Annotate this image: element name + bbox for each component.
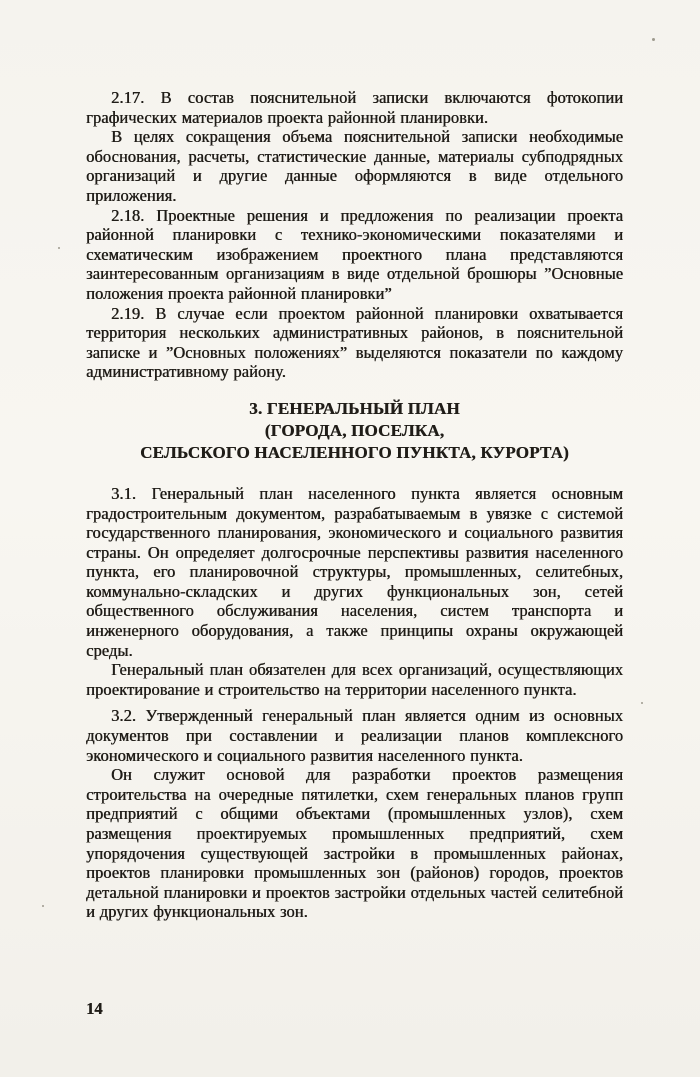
scan-speck [58,247,60,249]
heading-line-1: 3. ГЕНЕРАЛЬНЫЙ ПЛАН [249,398,460,418]
page-number: 14 [86,999,103,1018]
heading-line-3: СЕЛЬСКОГО НАСЕЛЕННОГО ПУНКТА, КУРОРТА) [140,442,569,462]
paragraph-3-1: 3.1. Генеральный план населенного пункта является основным градостроительным документом, разрабатываемым в увязке с системой государственного планирования, экономического и социального развития страны. Он определяет долгосрочные перспективы развития населенного пункта, его планировочной структуры, промышленных, селитебных, коммунально-складских и других функциональных зон, сетей общественного обслуживания населения, систем транспорта и инженерного оборудования, а также принципы охраны окружающей среды. [86,483,623,660]
scan-speck [652,38,655,41]
text-block [86,88,623,922]
paragraph-2-18: 2.18. Проектные решения и предложения по реализации проекта районной планировки с технико-экономическими показателями и схематическим изображением проектного плана представляются заинтересованным организациям в виде отдельной брошюры ”Основные положения проекта районной планировки” [86,205,623,303]
paragraph-3-2-note: Он служит основой для разработки проектов размещения строительства на очередные пятилетки, схем генеральных планов групп предприятий с общими объектами (промышленных узлов), схем размещения проектируемых промышленных предприятий, схем упорядочения существующей застройки в промышленных районах, проектов планировки промышленных зон (районов) городов, проектов детальной планировки и проектов застройки отдельных частей селитебной и других функциональных зон. [86,765,623,922]
heading-line-2: (ГОРОДА, ПОСЕЛКА, [264,420,445,440]
paragraph-3-1-note: Генеральный план обязателен для всех организаций, осуществляющих проектирование и строительство на территории населенного пункта. [86,660,623,699]
paragraph-2-19: 2.19. В случае если проектом районной планировки охватывается территория нескольких административных районов, в пояснительной записке и ”Основных положениях” выделяются показатели по каждому административному району. [86,303,623,382]
paragraph-2-17-appendix-note: В целях сокращения объема пояснительной записки необходимые обоснования, расчеты, статистические данные, материалы субподрядных организаций и другие данные оформляются в виде отдельного приложения. [86,127,623,205]
section-3-heading [86,398,623,464]
paragraph-3-2: 3.2. Утвержденный генеральный план является одним из основных документов при составлении и реализации планов комплексного экономического и социального развития населенного пункта. [86,706,623,765]
paragraph-2-17: 2.17. В состав пояснительной записки включаются фотокопии графических материалов проекта районной планировки. [86,88,623,127]
scan-speck [42,905,44,907]
scan-speck [641,702,643,704]
